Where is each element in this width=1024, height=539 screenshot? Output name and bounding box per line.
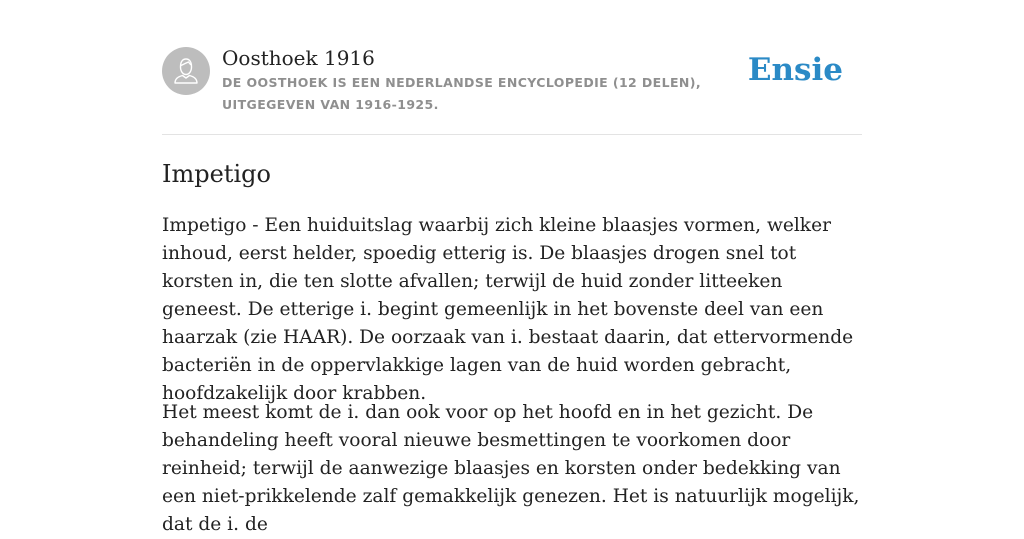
user-icon xyxy=(162,47,210,95)
source-description: DE OOSTHOEK IS EEN NEDERLANDSE ENCYCLOPEDIE (12 DELEN), UITGEGEVEN VAN 1916-1925. xyxy=(222,75,702,112)
page-content xyxy=(162,0,862,535)
article-paragraph: Impetigo - Een huiduitslag waarbij zich kleine blaasjes vormen, welker inhoud, eerst helder, spoedig etterig is. De blaasjes drogen snel tot korsten in, die ten slotte afvallen; terwijl de huid zonder litteeken geneest. De etterige i. begint gemeenlijk in het bovenste deel van een haarzak (zie HAAR). De oorzaak van i. bestaat daarin, dat ettervormende bacteriën in de oppervlakkige lagen van de huid worden gebracht, hoofdzakelijk door krabben. xyxy=(162,215,854,404)
article-title: Impetigo xyxy=(162,160,271,188)
source-header xyxy=(162,0,862,135)
avatar[interactable] xyxy=(162,47,210,95)
brand-logo[interactable]: Ensie xyxy=(747,52,843,88)
source-name[interactable]: Oosthoek 1916 xyxy=(222,46,375,70)
article-paragraph: Het meest komt de i. dan ook voor op het hoofd en in het gezicht. De behandeling heeft vooral nieuwe besmettingen te voorkomen door reinheid; terwijl de aanwezige blaasjes en korsten onder bedekking van een niet-prikkelende zalf gemakkelijk genezen. Het is natuurlijk mogelijk, dat de i. de xyxy=(162,402,860,535)
